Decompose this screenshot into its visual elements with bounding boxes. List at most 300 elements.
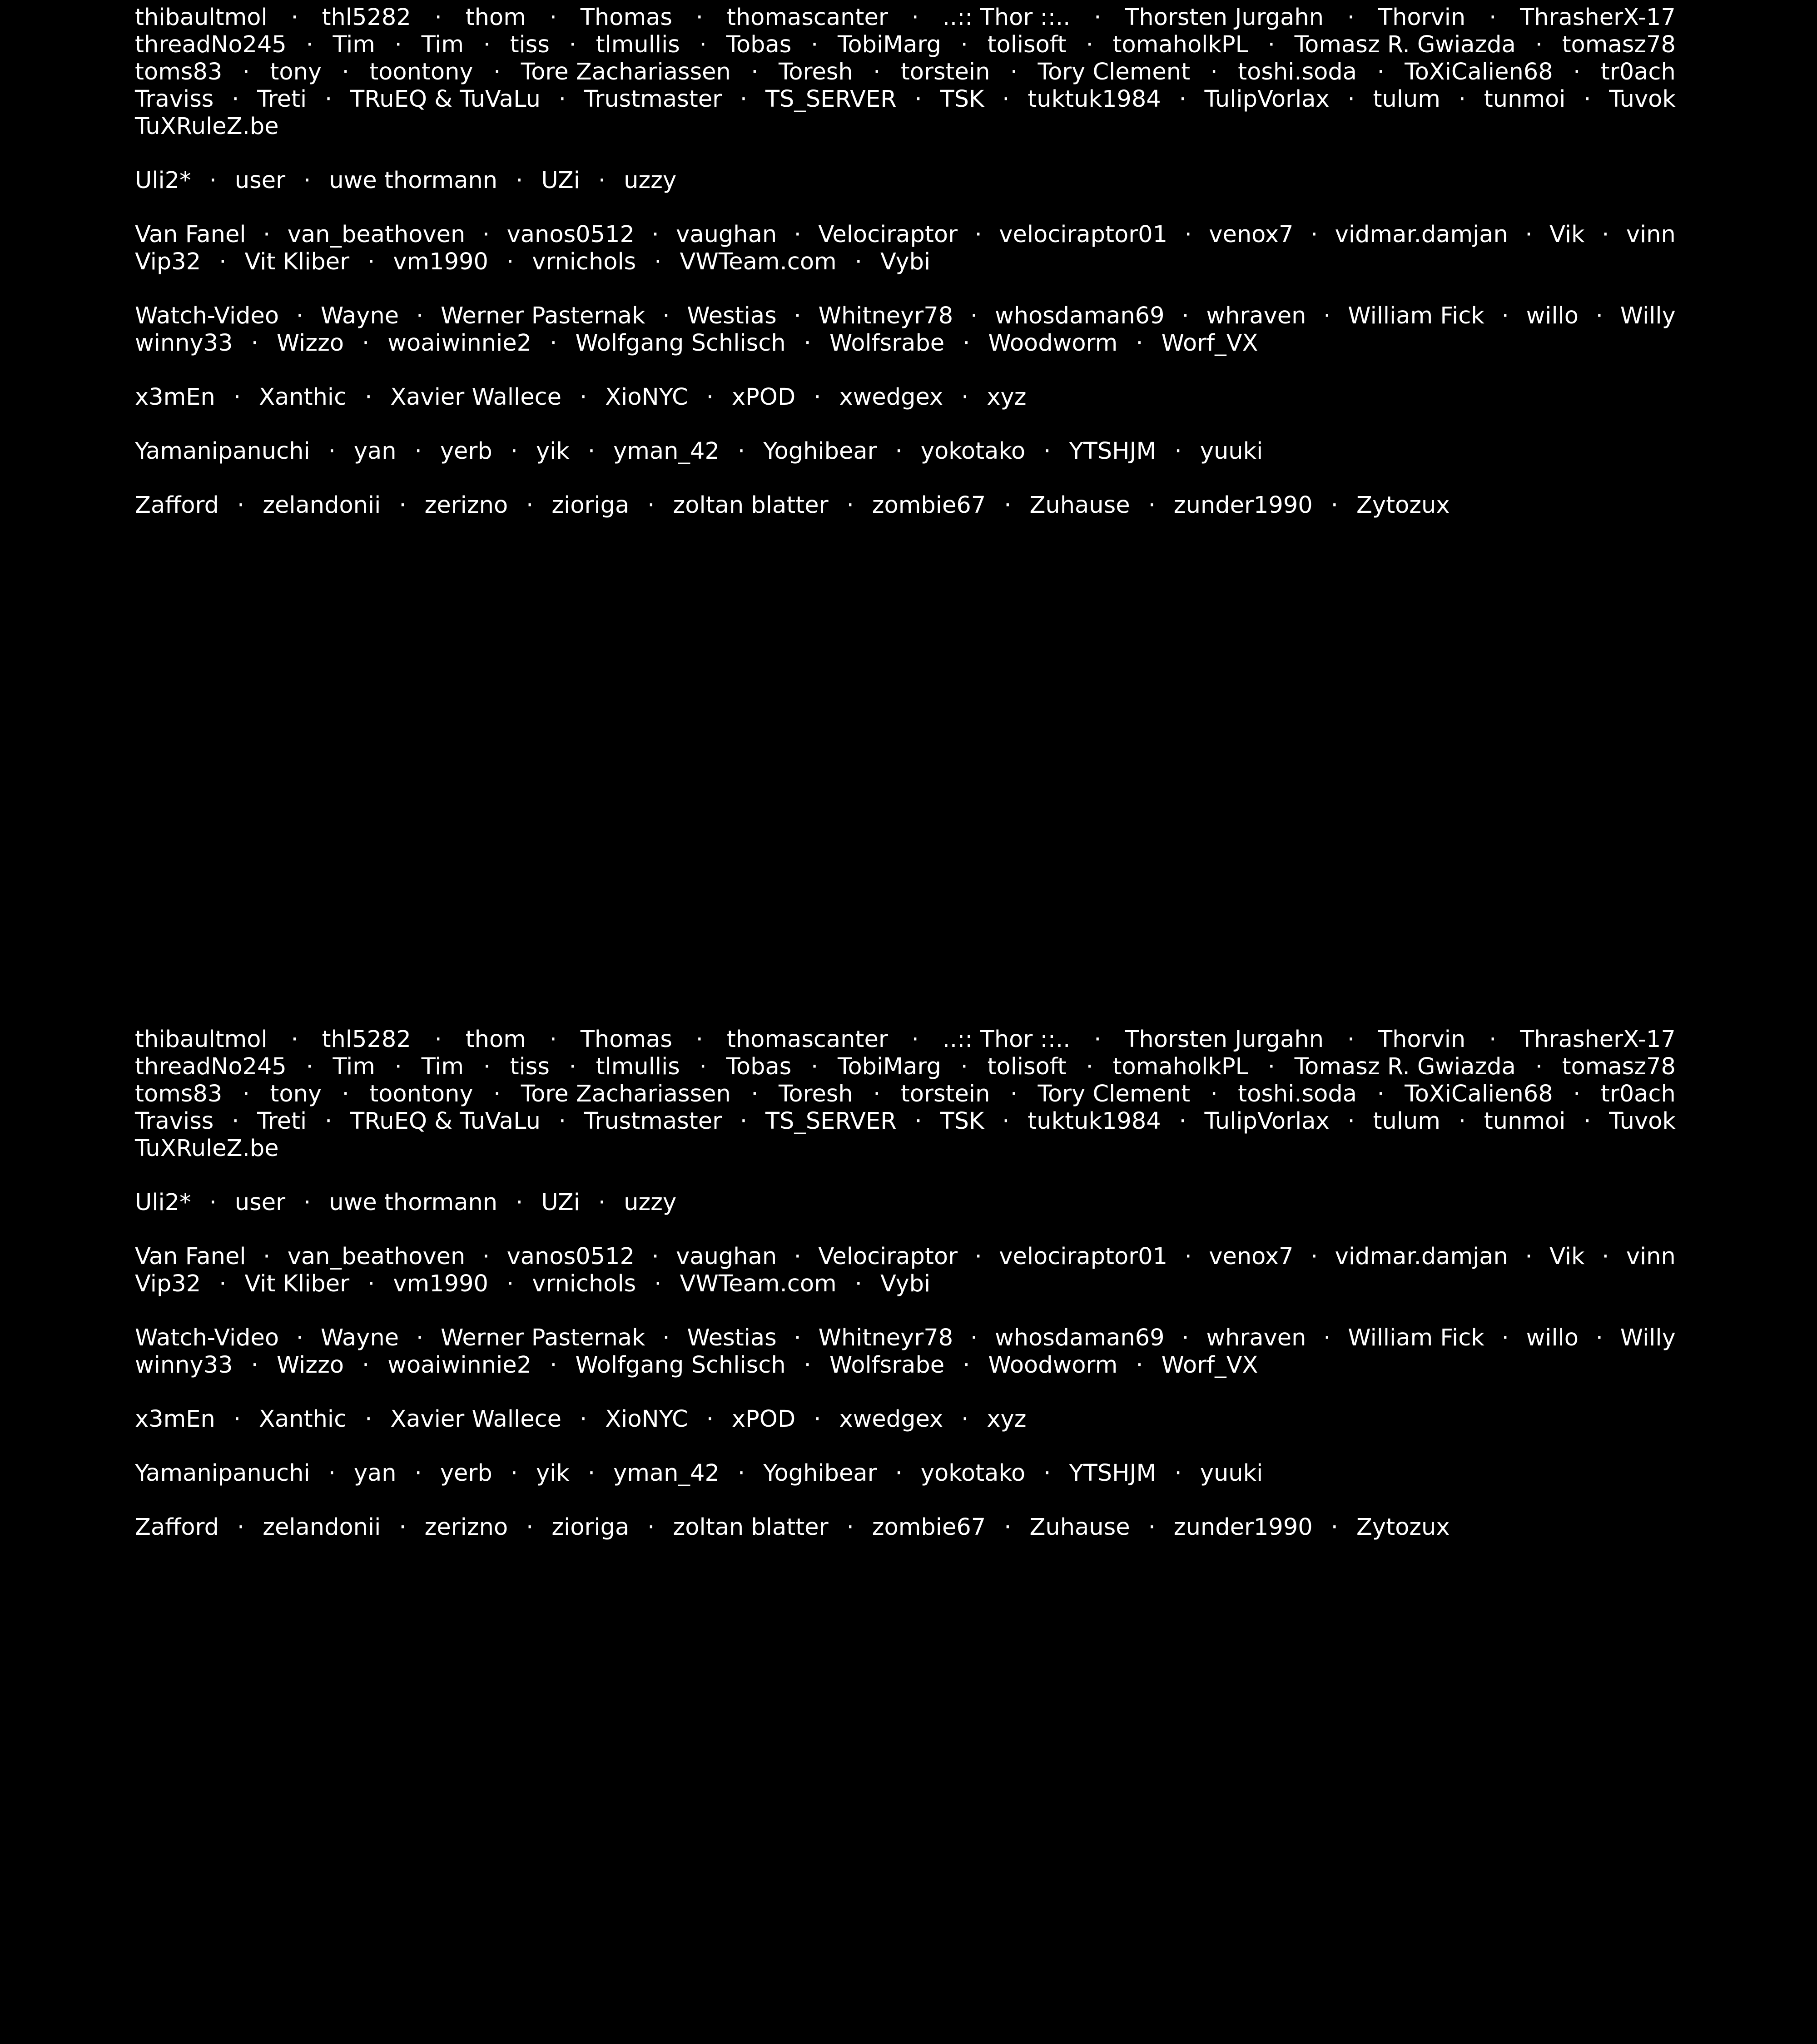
separator-dot: · xyxy=(963,330,970,357)
separator-dot: · xyxy=(296,303,304,329)
separator-dot: · xyxy=(569,1053,576,1080)
separator-dot: · xyxy=(233,1406,241,1433)
contributor-name: Tobas xyxy=(726,1053,792,1080)
contributor-name: vidmar.damjan xyxy=(1335,221,1508,248)
separator-dot: · xyxy=(482,221,490,248)
separator-dot: · xyxy=(1458,1108,1466,1135)
contributor-name: Watch-Video xyxy=(135,1325,279,1351)
separator-dot: · xyxy=(493,1081,501,1107)
separator-dot: · xyxy=(482,1243,490,1270)
separator-dot: · xyxy=(1347,1026,1355,1053)
separator-dot: · xyxy=(1002,1108,1010,1135)
separator-dot: · xyxy=(914,86,922,113)
contributor-name: zoltan blatter xyxy=(673,1514,829,1541)
separator-dot: · xyxy=(1595,1325,1603,1351)
separator-dot: · xyxy=(1002,86,1010,113)
contributor-name: tlmullis xyxy=(596,31,680,58)
separator-dot: · xyxy=(794,303,801,329)
contributor-name: thl5282 xyxy=(322,1026,411,1053)
separator-dot: · xyxy=(846,492,854,519)
contributor-name: Woodworm xyxy=(988,1352,1118,1379)
separator-dot: · xyxy=(695,1026,703,1053)
separator-dot: · xyxy=(550,330,557,357)
separator-dot: · xyxy=(895,438,903,465)
contributor-name: toshi.soda xyxy=(1238,1081,1357,1107)
contributor-name: TSK xyxy=(940,1108,984,1135)
separator-dot: · xyxy=(1179,86,1187,113)
contributor-name: Zytozux xyxy=(1356,1514,1450,1541)
section-gap xyxy=(135,140,1676,167)
section-gap xyxy=(135,1487,1676,1514)
credits-line xyxy=(135,1081,1676,1108)
separator-dot: · xyxy=(367,1270,375,1297)
contributor-name: Vybi xyxy=(880,248,931,275)
section-gap xyxy=(135,194,1676,221)
credits-section-w xyxy=(135,1325,1676,1379)
contributor-name: whosdaman69 xyxy=(994,303,1165,329)
contributor-name: tlmullis xyxy=(596,1053,680,1080)
contributor-name: yan xyxy=(353,1460,397,1487)
separator-dot: · xyxy=(263,1243,271,1270)
contributor-name: uzzy xyxy=(624,1189,677,1216)
contributor-name: Woodworm xyxy=(988,330,1118,357)
separator-dot: · xyxy=(974,1243,982,1270)
separator-dot: · xyxy=(232,1108,239,1135)
separator-dot: · xyxy=(1148,1514,1156,1541)
contributor-name: toms83 xyxy=(135,1081,223,1107)
contributor-name: tony xyxy=(270,59,322,85)
contributor-name: xPOD xyxy=(731,384,796,411)
credits-line xyxy=(135,1026,1676,1053)
contributor-name: Westias xyxy=(687,1325,777,1351)
contributor-name: Van Fanel xyxy=(135,1243,246,1270)
contributor-name: threadNo245 xyxy=(135,31,287,58)
separator-dot: · xyxy=(558,1108,566,1135)
separator-dot: · xyxy=(1004,492,1012,519)
contributor-name: tolisoft xyxy=(987,31,1067,58)
credits-section-t xyxy=(135,1026,1676,1162)
separator-dot: · xyxy=(242,59,250,85)
section-gap xyxy=(135,357,1676,384)
contributor-name: vm1990 xyxy=(393,248,488,275)
separator-dot: · xyxy=(1377,59,1385,85)
contributor-name: vinn xyxy=(1626,1243,1676,1270)
contributor-name: uwe thormann xyxy=(329,167,498,194)
separator-dot: · xyxy=(237,1514,245,1541)
contributor-name: toms83 xyxy=(135,59,223,85)
contributor-name: Tim xyxy=(421,31,464,58)
separator-dot: · xyxy=(740,86,748,113)
contributor-name: Vit Kliber xyxy=(244,1270,350,1297)
contributor-name: user xyxy=(234,167,286,194)
contributor-name: TulipVorlax xyxy=(1204,86,1330,113)
contributor-name: Thorvin xyxy=(1378,4,1466,31)
separator-dot: · xyxy=(911,4,919,31)
contributor-name: Werner Pasternak xyxy=(440,1325,645,1351)
contributor-name: XioNYC xyxy=(605,384,688,411)
contributor-name: Worf_VX xyxy=(1161,1352,1258,1379)
contributor-name: vaughan xyxy=(676,221,777,248)
separator-dot: · xyxy=(516,1189,523,1216)
contributor-name: TulipVorlax xyxy=(1204,1108,1330,1135)
credits-section-x xyxy=(135,1406,1676,1433)
contributor-name: xPOD xyxy=(731,1406,796,1433)
contributor-name: yuuki xyxy=(1200,1460,1263,1487)
contributor-name: threadNo245 xyxy=(135,1053,287,1080)
credits-line xyxy=(135,1460,1676,1487)
section-gap xyxy=(135,411,1676,438)
contributor-name: velociraptor01 xyxy=(999,1243,1168,1270)
separator-dot: · xyxy=(296,1325,304,1351)
contributor-name: Velociraptor xyxy=(818,221,958,248)
contributor-name: vanos0512 xyxy=(506,221,635,248)
separator-dot: · xyxy=(306,31,313,58)
credits-section-z xyxy=(135,492,1676,519)
separator-dot: · xyxy=(1010,1081,1018,1107)
separator-dot: · xyxy=(1458,86,1466,113)
contributor-name: Thorsten Jurgahn xyxy=(1125,4,1324,31)
separator-dot: · xyxy=(651,221,659,248)
separator-dot: · xyxy=(1602,1243,1609,1270)
contributor-name: willo xyxy=(1526,1325,1579,1351)
contributor-name: Vik xyxy=(1549,221,1585,248)
contributor-name: TRuEQ & TuVaLu xyxy=(350,86,541,113)
separator-dot: · xyxy=(794,1243,801,1270)
separator-dot: · xyxy=(587,1460,596,1487)
contributor-name: winny33 xyxy=(135,1352,233,1379)
separator-dot: · xyxy=(1310,221,1318,248)
separator-dot: · xyxy=(651,1243,659,1270)
contributor-name: VWTeam.com xyxy=(680,248,837,275)
separator-dot: · xyxy=(328,1460,336,1487)
separator-dot: · xyxy=(325,86,333,113)
contributor-name: xwedgex xyxy=(839,384,943,411)
contributor-name: tomasz78 xyxy=(1562,31,1676,58)
contributor-name: Tomasz R. Gwiazda xyxy=(1294,31,1516,58)
contributor-name: ..:: Thor ::.. xyxy=(942,1026,1071,1053)
contributor-name: tiss xyxy=(510,1053,550,1080)
contributor-name: Toresh xyxy=(778,59,853,85)
separator-dot: · xyxy=(1323,303,1331,329)
contributor-name: Tim xyxy=(333,1053,375,1080)
credits-line xyxy=(135,1135,1676,1162)
contributor-name: user xyxy=(234,1189,286,1216)
credits-block-bottom xyxy=(135,1026,1676,1541)
contributor-name: Xavier Wallece xyxy=(390,1406,561,1433)
contributor-name: Vybi xyxy=(880,1270,931,1297)
contributor-name: Yoghibear xyxy=(763,1460,877,1487)
separator-dot: · xyxy=(1094,4,1102,31)
separator-dot: · xyxy=(558,86,566,113)
separator-dot: · xyxy=(1136,330,1143,357)
separator-dot: · xyxy=(328,438,336,465)
credits-line xyxy=(135,86,1676,113)
contributor-name: tomaholkPL xyxy=(1112,31,1249,58)
contributor-name: vidmar.damjan xyxy=(1335,1243,1508,1270)
contributor-name: yerb xyxy=(440,438,492,465)
contributor-name: thomascanter xyxy=(726,1026,888,1053)
contributor-name: vanos0512 xyxy=(506,1243,635,1270)
contributor-name: torstein xyxy=(900,59,990,85)
separator-dot: · xyxy=(1184,1243,1192,1270)
separator-dot: · xyxy=(416,303,424,329)
separator-dot: · xyxy=(654,248,662,275)
credits-line xyxy=(135,330,1676,357)
contributor-name: TRuEQ & TuVaLu xyxy=(350,1108,541,1135)
separator-dot: · xyxy=(1525,221,1533,248)
credits-line xyxy=(135,1108,1676,1135)
separator-dot: · xyxy=(550,1352,557,1379)
contributor-name: ToXiCalien68 xyxy=(1405,59,1553,85)
section-gap xyxy=(135,1379,1676,1406)
contributor-name: Thorsten Jurgahn xyxy=(1125,1026,1324,1053)
contributor-name: yik xyxy=(536,1460,570,1487)
contributor-name: tony xyxy=(270,1081,322,1107)
contributor-name: Yamanipanuchi xyxy=(135,1460,310,1487)
contributor-name: venox7 xyxy=(1209,221,1294,248)
contributor-name: TSK xyxy=(940,86,984,113)
separator-dot: · xyxy=(737,1460,745,1487)
separator-dot: · xyxy=(493,59,501,85)
separator-dot: · xyxy=(526,492,534,519)
contributor-name: yan xyxy=(353,438,397,465)
contributor-name: Willy xyxy=(1620,1325,1676,1351)
separator-dot: · xyxy=(303,1189,311,1216)
separator-dot: · xyxy=(362,1352,370,1379)
credits-line xyxy=(135,303,1676,330)
separator-dot: · xyxy=(209,1189,217,1216)
contributor-name: Xavier Wallece xyxy=(390,384,561,411)
contributor-name: William Fick xyxy=(1348,1325,1484,1351)
separator-dot: · xyxy=(854,248,862,275)
contributor-name: YTSHJM xyxy=(1069,438,1157,465)
separator-dot: · xyxy=(434,4,442,31)
separator-dot: · xyxy=(506,248,514,275)
credits-line xyxy=(135,248,1676,276)
contributor-name: x3mEn xyxy=(135,384,215,411)
separator-dot: · xyxy=(1043,438,1051,465)
contributor-name: tuktuk1984 xyxy=(1028,1108,1161,1135)
separator-dot: · xyxy=(342,59,349,85)
separator-dot: · xyxy=(1330,492,1338,519)
contributor-name: uzzy xyxy=(624,167,677,194)
contributor-name: tunmoi xyxy=(1484,1108,1566,1135)
separator-dot: · xyxy=(1267,31,1275,58)
separator-dot: · xyxy=(516,167,523,194)
contributor-name: toontony xyxy=(369,59,473,85)
separator-dot: · xyxy=(1323,1325,1331,1351)
contributor-name: Zafford xyxy=(135,1514,219,1541)
separator-dot: · xyxy=(974,221,982,248)
separator-dot: · xyxy=(1584,86,1591,113)
credits-line xyxy=(135,167,1676,194)
contributor-name: ToXiCalien68 xyxy=(1405,1081,1553,1107)
contributor-name: Zuhause xyxy=(1029,1514,1130,1541)
separator-dot: · xyxy=(1094,1026,1102,1053)
credits-line xyxy=(135,384,1676,411)
contributor-name: tomaholkPL xyxy=(1112,1053,1249,1080)
separator-dot: · xyxy=(1535,31,1543,58)
separator-dot: · xyxy=(699,31,707,58)
contributor-name: thom xyxy=(465,4,526,31)
contributor-name: ..:: Thor ::.. xyxy=(942,4,1071,31)
contributor-name: Yamanipanuchi xyxy=(135,438,310,465)
section-gap xyxy=(135,1162,1676,1189)
contributor-name: toshi.soda xyxy=(1238,59,1357,85)
separator-dot: · xyxy=(1182,1325,1189,1351)
contributor-name: zunder1990 xyxy=(1173,492,1313,519)
credits-section-t xyxy=(135,4,1676,140)
contributor-name: vinn xyxy=(1626,221,1676,248)
separator-dot: · xyxy=(654,1270,662,1297)
section-gap xyxy=(135,1216,1676,1243)
separator-dot: · xyxy=(814,1406,821,1433)
separator-dot: · xyxy=(237,492,245,519)
contributor-name: Wayne xyxy=(320,303,399,329)
separator-dot: · xyxy=(706,384,714,411)
credits-line xyxy=(135,1053,1676,1081)
section-gap xyxy=(135,465,1676,492)
contributor-name: tulum xyxy=(1373,1108,1440,1135)
separator-dot: · xyxy=(1086,31,1093,58)
contributor-name: Watch-Video xyxy=(135,303,279,329)
separator-dot: · xyxy=(587,438,596,465)
contributor-name: Whitneyr78 xyxy=(818,303,953,329)
separator-dot: · xyxy=(209,167,217,194)
separator-dot: · xyxy=(414,1460,422,1487)
credits-line xyxy=(135,438,1676,465)
separator-dot: · xyxy=(416,1325,424,1351)
separator-dot: · xyxy=(914,1108,922,1135)
contributor-name: vrnichols xyxy=(532,1270,636,1297)
contributor-name: YTSHJM xyxy=(1069,1460,1157,1487)
credits-line xyxy=(135,1325,1676,1352)
separator-dot: · xyxy=(367,248,375,275)
section-gap xyxy=(135,1298,1676,1325)
contributor-name: Wizzo xyxy=(276,1352,344,1379)
contributor-name: tr0ach xyxy=(1600,1081,1676,1107)
separator-dot: · xyxy=(1043,1460,1051,1487)
contributor-name: woaiwinnie2 xyxy=(387,1352,532,1379)
contributor-name: Whitneyr78 xyxy=(818,1325,953,1351)
contributor-name: torstein xyxy=(900,1081,990,1107)
contributor-name: thibaultmol xyxy=(135,4,268,31)
separator-dot: · xyxy=(961,1406,969,1433)
separator-dot: · xyxy=(569,31,576,58)
contributor-name: woaiwinnie2 xyxy=(387,330,532,357)
contributor-name: vaughan xyxy=(676,1243,777,1270)
separator-dot: · xyxy=(1595,303,1603,329)
contributor-name: zoltan blatter xyxy=(673,492,829,519)
contributor-name: zombie67 xyxy=(872,1514,986,1541)
contributor-name: yik xyxy=(536,438,570,465)
separator-dot: · xyxy=(751,59,759,85)
separator-dot: · xyxy=(854,1270,862,1297)
separator-dot: · xyxy=(811,1053,819,1080)
contributor-name: tr0ach xyxy=(1600,59,1676,85)
contributor-name: Traviss xyxy=(135,1108,214,1135)
separator-dot: · xyxy=(1501,1325,1509,1351)
credits-section-w xyxy=(135,303,1676,357)
contributor-name: xyz xyxy=(987,384,1027,411)
contributor-name: Traviss xyxy=(135,86,214,113)
contributor-name: Treti xyxy=(257,1108,307,1135)
separator-dot: · xyxy=(1489,1026,1497,1053)
contributor-name: Wolfsrabe xyxy=(829,1352,945,1379)
contributor-name: venox7 xyxy=(1209,1243,1294,1270)
credits-line xyxy=(135,1243,1676,1270)
separator-dot: · xyxy=(1535,1053,1543,1080)
separator-dot: · xyxy=(483,31,491,58)
separator-dot: · xyxy=(1602,221,1609,248)
separator-dot: · xyxy=(814,384,821,411)
credits-line xyxy=(135,492,1676,519)
contributor-name: van_beathoven xyxy=(287,1243,466,1270)
separator-dot: · xyxy=(434,1026,442,1053)
contributor-name: Vip32 xyxy=(135,248,201,275)
separator-dot: · xyxy=(365,1406,372,1433)
separator-dot: · xyxy=(794,221,801,248)
credits-line xyxy=(135,113,1676,140)
separator-dot: · xyxy=(1525,1243,1533,1270)
contributor-name: willo xyxy=(1526,303,1579,329)
contributor-name: winny33 xyxy=(135,330,233,357)
contributor-name: zerizno xyxy=(424,1514,508,1541)
contributor-name: Treti xyxy=(257,86,307,113)
separator-dot: · xyxy=(895,1460,903,1487)
contributor-name: Toresh xyxy=(778,1081,853,1107)
separator-dot: · xyxy=(219,248,227,275)
credits-line xyxy=(135,31,1676,59)
credits-section-x xyxy=(135,384,1676,411)
contributor-name: yokotako xyxy=(920,438,1026,465)
contributor-name: Tobas xyxy=(726,31,792,58)
contributor-name: Tuvok xyxy=(1609,86,1676,113)
contributor-name: TobiMarg xyxy=(837,31,941,58)
credits-line xyxy=(135,1352,1676,1379)
contributor-name: Wayne xyxy=(320,1325,399,1351)
separator-dot: · xyxy=(1174,1460,1182,1487)
separator-dot: · xyxy=(1184,221,1192,248)
contributor-name: UZi xyxy=(541,167,580,194)
separator-dot: · xyxy=(963,1352,970,1379)
contributor-name: Trustmaster xyxy=(584,86,722,113)
contributor-name: zerizno xyxy=(424,492,508,519)
contributor-name: velociraptor01 xyxy=(999,221,1168,248)
separator-dot: · xyxy=(549,1026,557,1053)
separator-dot: · xyxy=(483,1053,491,1080)
separator-dot: · xyxy=(970,1325,978,1351)
separator-dot: · xyxy=(1330,1514,1338,1541)
contributor-name: Willy xyxy=(1620,303,1676,329)
separator-dot: · xyxy=(1489,4,1497,31)
separator-dot: · xyxy=(1179,1108,1187,1135)
contributor-name: Zytozux xyxy=(1356,492,1450,519)
contributor-name: Tory Clement xyxy=(1038,1081,1191,1107)
contributor-name: yman_42 xyxy=(613,1460,720,1487)
contributor-name: tolisoft xyxy=(987,1053,1067,1080)
separator-dot: · xyxy=(1573,1081,1581,1107)
contributor-name: Worf_VX xyxy=(1161,330,1258,357)
separator-dot: · xyxy=(737,438,745,465)
separator-dot: · xyxy=(1004,1514,1012,1541)
contributor-name: Xanthic xyxy=(259,1406,347,1433)
contributor-name: Vit Kliber xyxy=(244,248,350,275)
contributor-name: Vik xyxy=(1549,1243,1585,1270)
contributor-name: zioriga xyxy=(551,492,630,519)
separator-dot: · xyxy=(740,1108,748,1135)
contributor-name: whosdaman69 xyxy=(994,1325,1165,1351)
